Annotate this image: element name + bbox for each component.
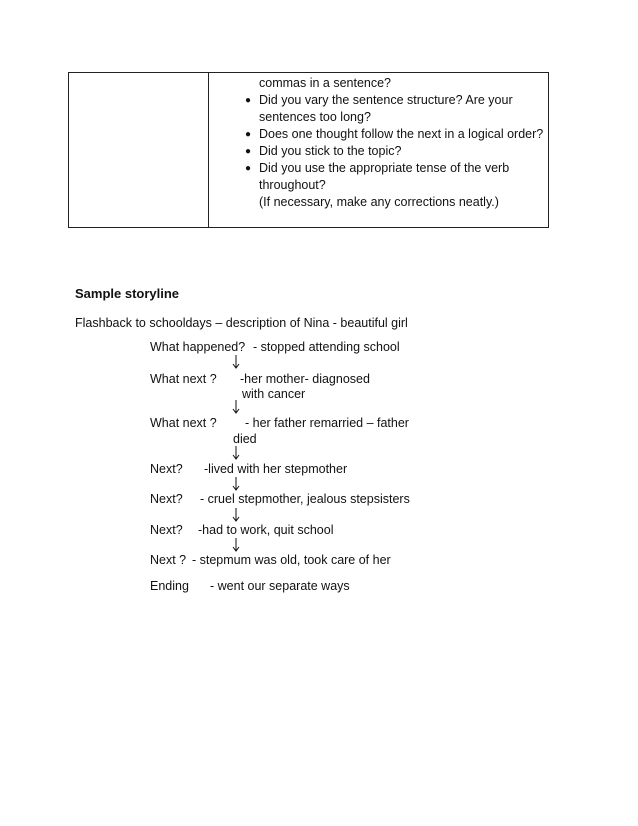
checklist-table bbox=[68, 72, 549, 228]
arrow-down-icon bbox=[231, 400, 241, 414]
bullet-icon: ● bbox=[245, 129, 252, 140]
arrow-down-icon bbox=[231, 355, 241, 369]
step-label: What next ? bbox=[150, 372, 217, 386]
checklist bbox=[245, 75, 549, 211]
step-label: What next ? bbox=[150, 416, 217, 430]
step-text-cont: died bbox=[233, 432, 257, 446]
step-label: Next? bbox=[150, 462, 183, 476]
arrow-down-icon bbox=[231, 538, 241, 552]
checklist-line: (If necessary, make any corrections neatly.) bbox=[259, 195, 499, 209]
section-heading: Sample storyline bbox=[75, 286, 180, 301]
step-text-cont: with cancer bbox=[242, 387, 306, 401]
step-text: -had to work, quit school bbox=[198, 523, 334, 537]
storyline-intro: Flashback to schooldays – description of Nina - beautiful girl bbox=[75, 316, 408, 330]
step-text: - stepmum was old, took care of her bbox=[192, 553, 391, 567]
arrow-down-icon bbox=[231, 508, 241, 522]
bullet-icon: ● bbox=[245, 146, 252, 157]
step-text: - cruel stepmother, jealous stepsisters bbox=[200, 492, 410, 506]
checklist-line: throughout? bbox=[259, 178, 326, 192]
step-label: Next? bbox=[150, 492, 183, 506]
arrow-down-icon bbox=[231, 477, 241, 491]
bullet-icon: ● bbox=[245, 95, 252, 106]
step-text: - stopped attending school bbox=[253, 340, 400, 354]
arrow-down-icon bbox=[231, 446, 241, 460]
checklist-line: sentences too long? bbox=[259, 110, 371, 124]
bullet-icon: ● bbox=[245, 163, 252, 174]
step-text: -her mother- diagnosed bbox=[240, 372, 370, 386]
table-left-cell bbox=[69, 73, 209, 227]
checklist-line: commas in a sentence? bbox=[259, 76, 392, 90]
checklist-line: ● Did you vary the sentence structure? Are your bbox=[245, 93, 513, 107]
checklist-line: ● Did you use the appropriate tense of the verb bbox=[245, 161, 510, 175]
step-label: What happened? bbox=[150, 340, 246, 354]
step-label: Next ? bbox=[150, 553, 187, 567]
step-label: Next? bbox=[150, 523, 183, 537]
step-text: - went our separate ways bbox=[210, 579, 350, 593]
checklist-line: ● Does one thought follow the next in a logical order? bbox=[245, 127, 544, 141]
step-label: Ending bbox=[150, 579, 189, 593]
checklist-line: ● Did you stick to the topic? bbox=[245, 144, 402, 158]
step-text: -lived with her stepmother bbox=[204, 462, 348, 476]
table-right-cell bbox=[209, 73, 548, 227]
step-text: - her father remarried – father bbox=[245, 416, 409, 430]
